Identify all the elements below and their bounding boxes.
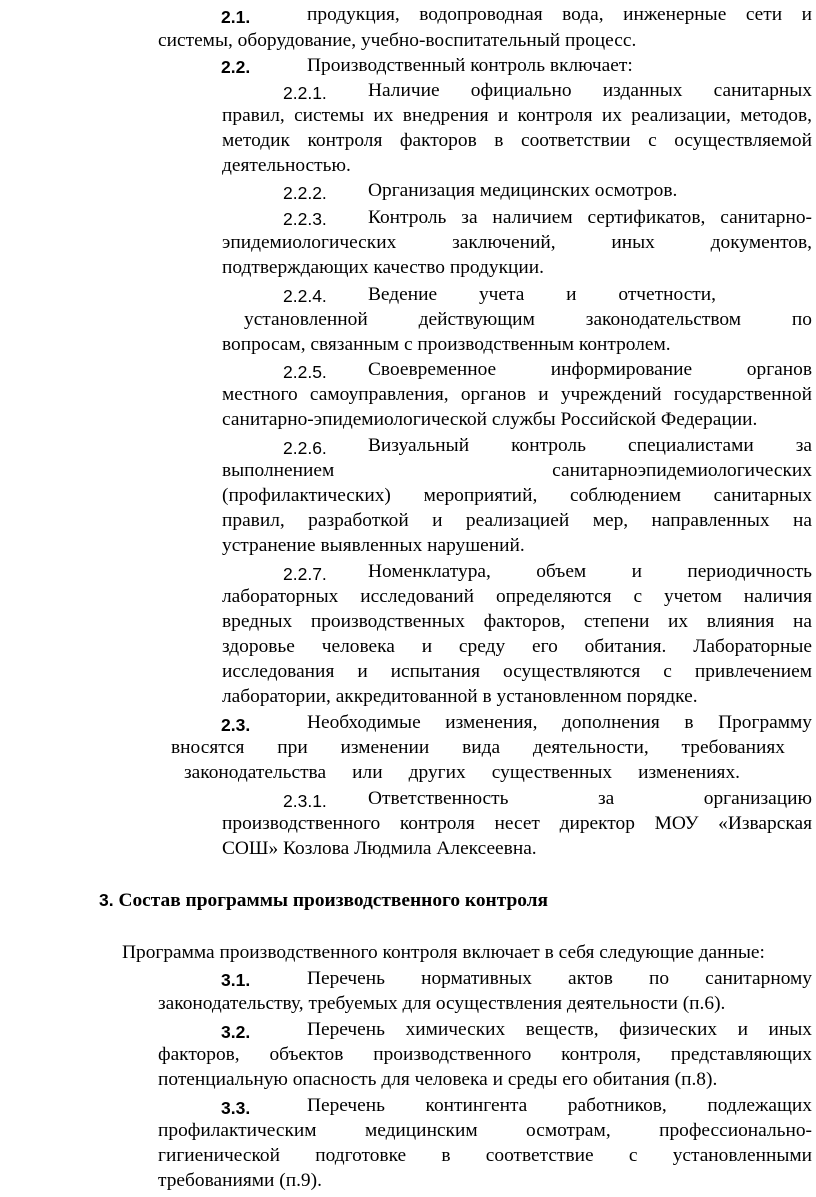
paragraph-line: лабораторных исследований определяются с учетом наличия — [222, 586, 812, 607]
section-title: Состав программы производственного контроля — [118, 890, 549, 911]
paragraph-line: потенциальную опасность для человека и среды его обитания (п.8). — [158, 1069, 718, 1090]
item-number: 3.2. — [221, 1022, 251, 1042]
item-number: 3.3. — [221, 1098, 251, 1118]
paragraph-line: Перечень контингента работников, подлежащих — [307, 1095, 812, 1116]
paragraph-line: СОШ» Козлова Людмила Алексеевна. — [222, 838, 537, 859]
item-number: 2.2.5. — [283, 362, 327, 382]
paragraph-line: Перечень нормативных актов по санитарному — [307, 968, 812, 989]
item-number: 2.2.4. — [283, 286, 327, 306]
paragraph-line: Ведение учета и отчетности, — [368, 284, 716, 305]
paragraph-line: деятельностью. — [222, 155, 351, 176]
paragraph-line: устранение выявленных нарушений. — [222, 535, 525, 556]
paragraph-line: эпидемиологических заключений, иных документов, — [222, 232, 812, 253]
paragraph-line: законодательства или других существенных изменениях. — [184, 762, 740, 783]
paragraph-line: выполнением санитарноэпидемиологических — [222, 460, 812, 481]
paragraph-line: требованиями (п.9). — [158, 1170, 322, 1191]
paragraph-line: продукция, водопроводная вода, инженерные сети и — [307, 4, 812, 25]
paragraph-line: Организация медицинских осмотров. — [368, 180, 678, 201]
item-number: 2.2.2. — [283, 183, 327, 203]
paragraph-line: установленной действующим законодательством по — [244, 309, 812, 330]
paragraph-line: Контроль за наличием сертификатов, санитарно- — [368, 207, 812, 228]
item-number: 3.1. — [221, 970, 251, 990]
paragraph-line: законодательству, требуемых для осуществления деятельности (п.6). — [158, 993, 726, 1014]
section-number: 3. — [99, 890, 114, 910]
paragraph-line: Своевременное информирование органов — [368, 359, 812, 380]
item-number: 2.3. — [221, 715, 251, 735]
paragraph-line: системы, оборудование, учебно-воспитательный процесс. — [158, 30, 637, 51]
paragraph-line: (профилактических) мероприятий, соблюдением санитарных — [222, 485, 812, 506]
paragraph-line: Ответственность за организацию — [368, 788, 812, 809]
item-number: 2.1. — [221, 7, 251, 27]
paragraph-line: вопросам, связанным с производственным контролем. — [222, 334, 671, 355]
paragraph-line: подтверждающих качество продукции. — [222, 257, 545, 278]
item-number: 2.2.7. — [283, 564, 327, 584]
paragraph-line: вредных производственных факторов, степени их влияния на — [222, 611, 812, 632]
paragraph-line: исследования и испытания осуществляются с привлечением — [222, 661, 812, 682]
paragraph-line: факторов, объектов производственного контроля, представляющих — [158, 1044, 812, 1065]
paragraph-line: здоровье человека и среду его обитания. Лабораторные — [222, 636, 812, 657]
paragraph-line: методик контроля факторов в соответствии с осуществляемой — [222, 130, 812, 151]
paragraph-line: Необходимые изменения, дополнения в Программу — [307, 712, 812, 733]
paragraph-line: правил, разработкой и реализацией мер, направленных на — [222, 510, 812, 531]
item-number: 2.2.1. — [283, 83, 327, 103]
paragraph-line: местного самоуправления, органов и учреждений государственной — [222, 384, 812, 405]
paragraph-line: Визуальный контроль специалистами за — [368, 435, 812, 456]
section-intro: Программа производственного контроля включает в себя следующие данные: — [122, 942, 765, 963]
item-number: 2.2.6. — [283, 438, 327, 458]
paragraph-line: Производственный контроль включает: — [307, 55, 633, 76]
paragraph-line: лаборатории, аккредитованной в установленном порядке. — [222, 686, 698, 707]
item-number: 2.3.1. — [283, 791, 327, 811]
paragraph-line: Перечень химических веществ, физических и иных — [307, 1019, 812, 1040]
paragraph-line: Наличие официально изданных санитарных — [368, 80, 812, 101]
paragraph-line: вносятся при изменении вида деятельности, требованиях — [171, 737, 785, 758]
section-heading — [99, 888, 548, 913]
paragraph-line: правил, системы их внедрения и контроля их реализации, методов, — [222, 105, 812, 126]
paragraph-line: производственного контроля несет директор МОУ «Изварская — [222, 813, 812, 834]
paragraph-line: профилактическим медицинским осмотрам, профессионально- — [158, 1120, 812, 1141]
paragraph-line: санитарно-эпидемиологической службы Российской Федерации. — [222, 409, 758, 430]
item-number: 2.2.3. — [283, 209, 327, 229]
item-number: 2.2. — [221, 57, 251, 77]
paragraph-line: Номенклатура, объем и периодичность — [368, 561, 812, 582]
paragraph-line: гигиенической подготовке в соответствие с установленными — [158, 1145, 812, 1166]
